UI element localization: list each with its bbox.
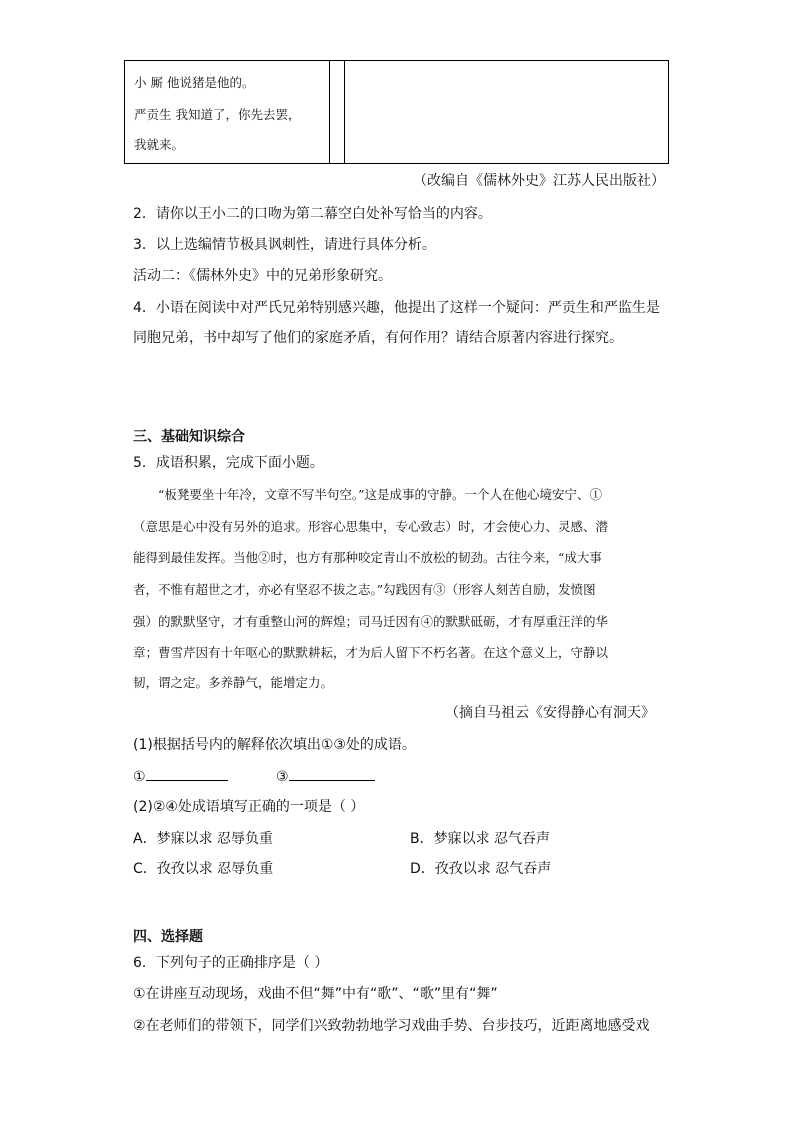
table-line-xiaosi: 小 厮 他说猪是他的。 [134,75,255,90]
script-table [124,60,669,164]
section-heading-4: 四、选择题 [133,929,203,945]
sub-question-1: (1)根据括号内的解释依次填出①③处的成语。 [133,737,416,753]
question-4-line-1: 4．小语在阅读中对严氏兄弟特别感兴趣，他提出了这样一个疑问：严贡生和严监生是 [133,300,660,316]
passage-line: （意思是心中没有另外的追求。形容心思集中，专心致志）时，才会使心力、灵感、潜 [133,519,609,534]
option-a[interactable]: A．梦寐以求 忍辱负重 [133,831,274,847]
activity-2: 活动二：《儒林外史》中的兄弟形象研究。 [133,268,392,284]
question-3: 3．以上选编情节极具讽刺性，请进行具体分析。 [133,237,436,253]
table-divider [329,61,330,163]
question-5: 5．成语积累，完成下面小题。 [133,455,324,471]
passage-line: 能得到最佳发挥。当他②时，也方有那种咬定青山不放松的韧劲。古往今来，“成大事 [133,550,602,565]
option-d[interactable]: D．孜孜以求 忍气吞声 [410,861,552,877]
section-heading-3: 三、基础知识综合 [133,429,245,445]
blank-3-line [289,766,375,781]
answer-blank-1[interactable] [133,766,228,787]
passage-line: 章；曹雪芹因有十年呕心的默默耕耘，才为后人留下不朽名著。在这个意义上，守静以 [133,645,609,660]
source-citation: （改编自《儒林外史》江苏人民出版社） [413,173,665,189]
sentence-2: ②在老师们的带领下，同学们兴致勃勃地学习戏曲手势、台步技巧，近距离地感受戏 [133,1018,650,1034]
table-line-continued: 我就来。 [134,137,185,152]
passage-source: （摘自马祖云《安得静心有洞天》 [445,705,655,721]
sentence-1: ①在讲座互动现场，戏曲不但“舞”中有“歌”、“歌”里有“舞” [133,986,498,1002]
blank-3-label: ③ [276,769,289,785]
question-4-line-2: 同胞兄弟，书中却写了他们的家庭矛盾，有何作用？请结合原著内容进行探究。 [133,330,623,346]
table-line-yangongsheng: 严贡生 我知道了，你先去罢， [134,107,301,122]
option-c[interactable]: C．孜孜以求 忍辱负重 [133,861,274,877]
blank-1-label: ① [133,769,146,785]
blank-1-line [146,766,228,781]
table-divider [344,61,345,163]
sub-question-2: (2)②④处成语填写正确的一项是（ ） [133,799,365,815]
passage-line: 强）的默默坚守，才有重整山河的辉煌；司马迁因有④的默默砥砺，才有厚重汪洋的华 [133,614,609,629]
answer-blank-3[interactable] [276,766,375,787]
passage-line: “板凳要坐十年冷，文章不写半句空。”这是成事的守静。一个人在他心境安宁、① [158,487,603,502]
passage-line: 者，不惟有超世之才，亦必有坚忍不拔之志。”勾践因有③（形容人刻苦自励，发愤图 [133,582,596,597]
passage-line: 韧，谓之定。多养静气，能增定力。 [133,675,334,690]
question-2: 2．请你以王小二的口吻为第二幕空白处补写恰当的内容。 [133,206,492,222]
option-b[interactable]: B．梦寐以求 忍气吞声 [410,831,551,847]
question-6: 6．下列句子的正确排序是（ ） [133,955,329,971]
